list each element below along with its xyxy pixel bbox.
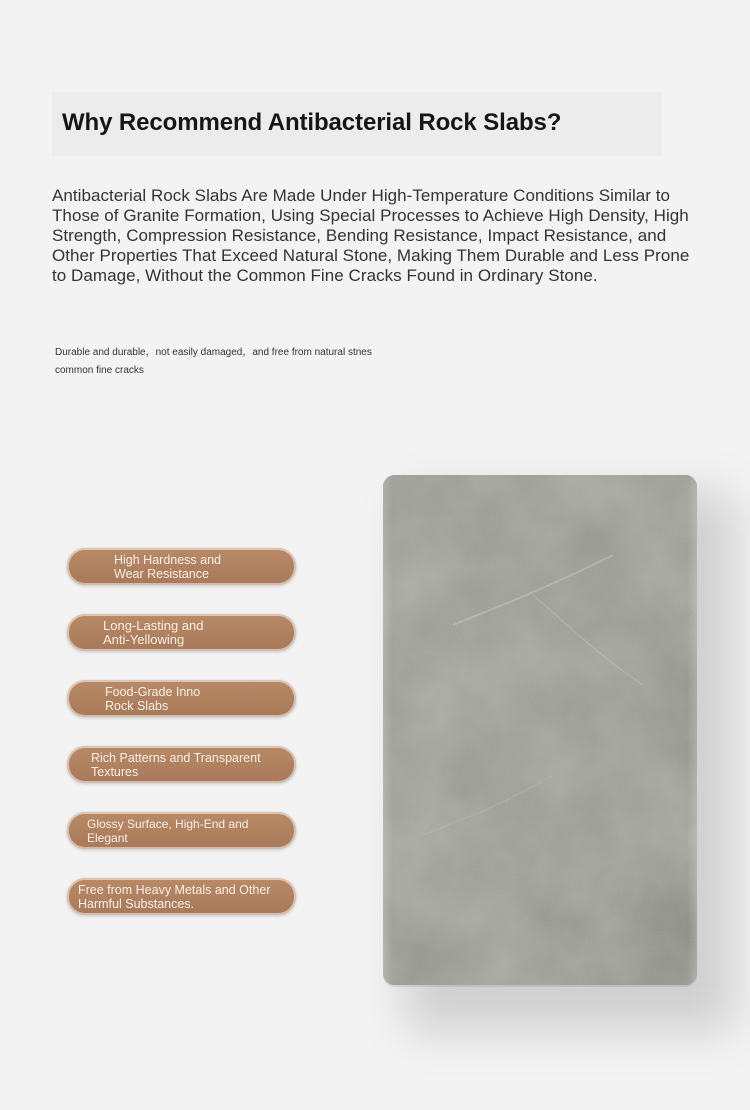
section-title-box — [52, 92, 662, 156]
feature-label: High Hardness and Wear Resistance — [114, 552, 222, 581]
feature-label: Food-Grade Inno Rock Slabs — [105, 684, 201, 713]
feature-pill — [67, 878, 296, 915]
feature-pill — [67, 680, 296, 717]
section-title: Why Recommend Antibacterial Rock Slabs? — [62, 109, 562, 136]
feature-label: Rich Patterns and Transparent Textures — [91, 750, 261, 779]
feature-label: Free from Heavy Metals and Other Harmful Substances. — [78, 882, 271, 911]
feature-label: Long-Lasting and Anti-Yellowing — [103, 617, 204, 647]
note-paragraph — [55, 344, 445, 380]
note-line: Durable and durable，not easily damaged，and free from natural stnes — [55, 347, 372, 358]
feature-pill — [67, 746, 296, 783]
feature-list — [67, 548, 296, 944]
feature-pill — [67, 614, 296, 651]
note-line: common fine cracks — [55, 365, 144, 376]
stone-slab-image — [383, 475, 697, 985]
stone-texture-graphic — [383, 475, 697, 985]
feature-pill — [67, 548, 296, 585]
feature-pill — [67, 812, 296, 849]
intro-paragraph: Antibacterial Rock Slabs Are Made Under High-Temperature Conditions Similar to Those of Granite Formation, Using Special Processes to Achieve High Density, High Strength, Compression Resistance, Bending Resistance, Impact Resistance, and Other Properties That Exceed Natural Stone, Making Them Durable and Less Prone to Damage, Without the Common Fine Cracks Found in Ordinary Stone. — [52, 186, 690, 285]
feature-label: Glossy Surface, High-End and Elegant — [87, 816, 249, 845]
